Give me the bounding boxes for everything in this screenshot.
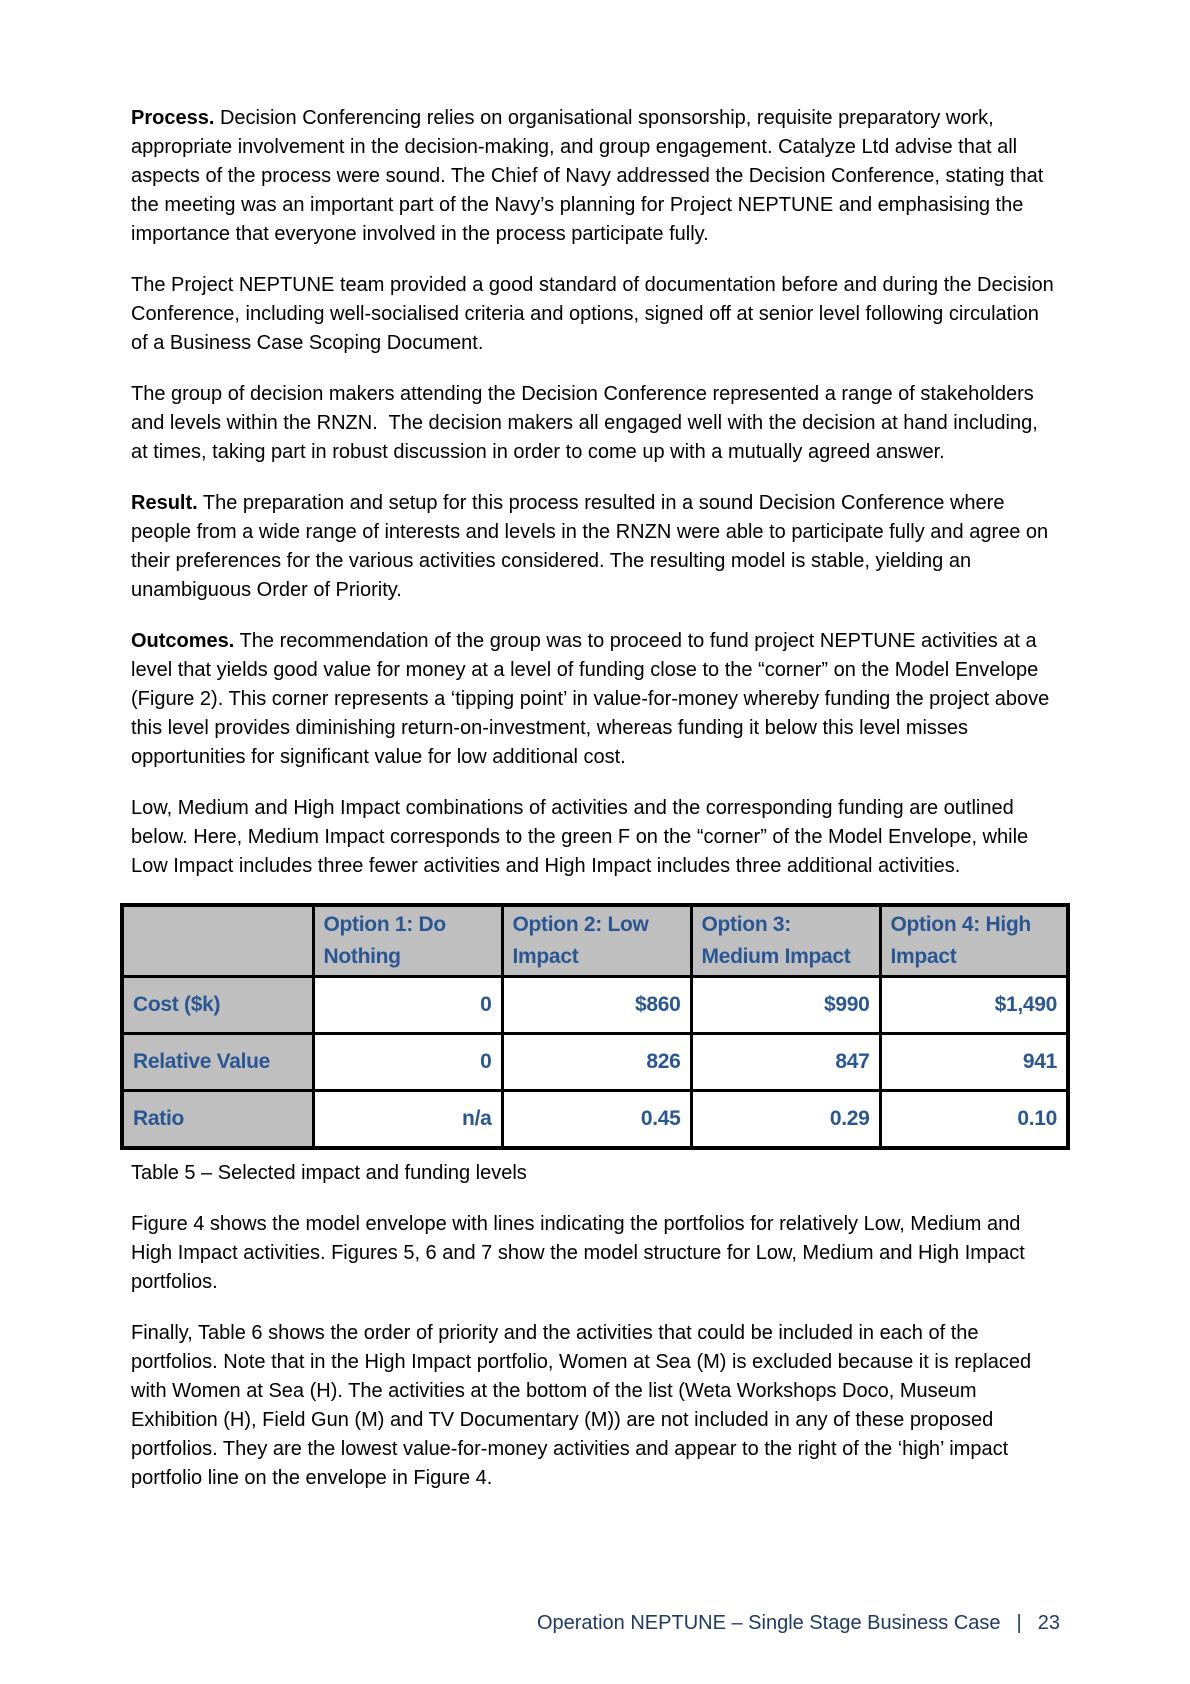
paragraph-impact-levels [131, 794, 1060, 881]
paragraph-outcomes [131, 627, 1060, 772]
paragraph-text: The Project NEPTUNE team provided a good standard of documentation before and during the Decision Conference, including well-socialised criteria and options, signed off at senior level following circulation of a Business Case Scoping Document. [131, 274, 1060, 354]
ratio-option3: 0.29 [691, 1091, 880, 1148]
table-header-empty [122, 905, 313, 977]
table-row-relative-value [122, 1034, 1068, 1091]
page-content [131, 104, 1060, 1515]
paragraph-figure4 [131, 1210, 1060, 1297]
cost-option4: $1,490 [880, 977, 1068, 1034]
table-header-option3: Option 3: Medium Impact [691, 905, 880, 977]
paragraph-lead: Result. [131, 492, 198, 514]
paragraph-text: Decision Conferencing relies on organisational sponsorship, requisite preparatory work, appropriate involvement in the decision-making, and group engagement. Catalyze Ltd advise that all aspects of the process were sound. The Chief of Navy addressed the Decision Conference, stating that the meeting was an important part of the Navy’s planning for Project NEPTUNE and emphasising the importance that everyone involved in the process participate fully. [131, 107, 1049, 245]
row-label-cost: Cost ($k) [122, 977, 313, 1034]
paragraph-lead: Process. [131, 107, 215, 129]
paragraph-finally [131, 1319, 1060, 1493]
paragraph-decision-makers [131, 380, 1060, 467]
paragraph-lead: Outcomes. [131, 630, 235, 652]
table-row-ratio [122, 1091, 1068, 1148]
paragraph-text: The preparation and setup for this process resulted in a sound Decision Conference where people from a wide range of interests and levels in the RNZN were able to participate fully and agree on their preferences for the various activities considered. The resulting model is stable, yielding an unambiguous Order of Priority. [131, 492, 1054, 601]
paragraph-text: Finally, Table 6 shows the order of priority and the activities that could be included in each of the portfolios. Note that in the High Impact portfolio, Women at Sea (M) is excluded because it is replaced with Women at Sea (H). The activities at the bottom of the list (Weta Workshops Doco, Museum Exhibition (H), Field Gun (M) and TV Documentary (M)) are not included in any of these proposed portfolios. They are the lowest value-for-money activities and appear to the right of the ‘high’ impact portfolio line on the envelope in Figure 4. [131, 1321, 1037, 1489]
footer-separator: | [1016, 1612, 1022, 1634]
paragraph-result [131, 489, 1060, 605]
paragraph-documentation [131, 271, 1060, 358]
table-header-row [122, 905, 1068, 977]
ratio-option1: n/a [313, 1091, 502, 1148]
paragraph-text: The group of decision makers attending the Decision Conference represented a range of stakeholders and levels within the RNZN. The decision makers all engaged well with the decision at hand including, at times, taking part in robust discussion in order to come up with a mutually agreed answer. [131, 383, 1044, 463]
table-row-cost [122, 977, 1068, 1034]
ratio-option4: 0.10 [880, 1091, 1068, 1148]
table-caption: Table 5 – Selected impact and funding levels [131, 1161, 527, 1184]
ratio-option2: 0.45 [502, 1091, 691, 1148]
paragraph-text: The recommendation of the group was to proceed to fund project NEPTUNE activities at a level that yields good value for money at a level of funding close to the “corner” on the Model Envelope (Figure 2). This corner represents a ‘tipping point’ in value-for-money whereby funding the project above this level provides diminishing return-on-investment, whereas funding it below this level misses opportunities for significant value for low additional cost. [131, 630, 1055, 768]
cost-option2: $860 [502, 977, 691, 1034]
footer-title: Operation NEPTUNE – Single Stage Business Case [536, 1612, 1001, 1634]
relative-value-option1: 0 [313, 1034, 502, 1091]
cost-option3: $990 [691, 977, 880, 1034]
paragraph-process [131, 104, 1060, 249]
relative-value-option3: 847 [691, 1034, 880, 1091]
table-header-option4: Option 4: High Impact [880, 905, 1068, 977]
paragraph-text: Figure 4 shows the model envelope with lines indicating the portfolios for relatively Low, Medium and High Impact activities. Figures 5, 6 and 7 show the model structure for Low, Medium and High Impact portfolios. [131, 1212, 1031, 1293]
relative-value-option2: 826 [502, 1034, 691, 1091]
table-header-option2: Option 2: Low Impact [502, 905, 691, 977]
table-header-option1: Option 1: Do Nothing [313, 905, 502, 977]
cost-option1: 0 [313, 977, 502, 1034]
row-label-ratio: Ratio [122, 1091, 313, 1148]
page-footer [537, 1612, 1060, 1635]
row-label-relative-value: Relative Value [122, 1034, 313, 1091]
impact-funding-table [120, 903, 1070, 1150]
relative-value-option4: 941 [880, 1034, 1068, 1091]
paragraph-text: Low, Medium and High Impact combinations of activities and the corresponding funding are outlined below. Here, Medium Impact corresponds to the green F on the “corner” of the Model Envelope, while Low Impact includes three fewer activities and High Impact includes three additional activities. [131, 797, 1034, 877]
footer-page-number: 23 [1037, 1612, 1060, 1634]
